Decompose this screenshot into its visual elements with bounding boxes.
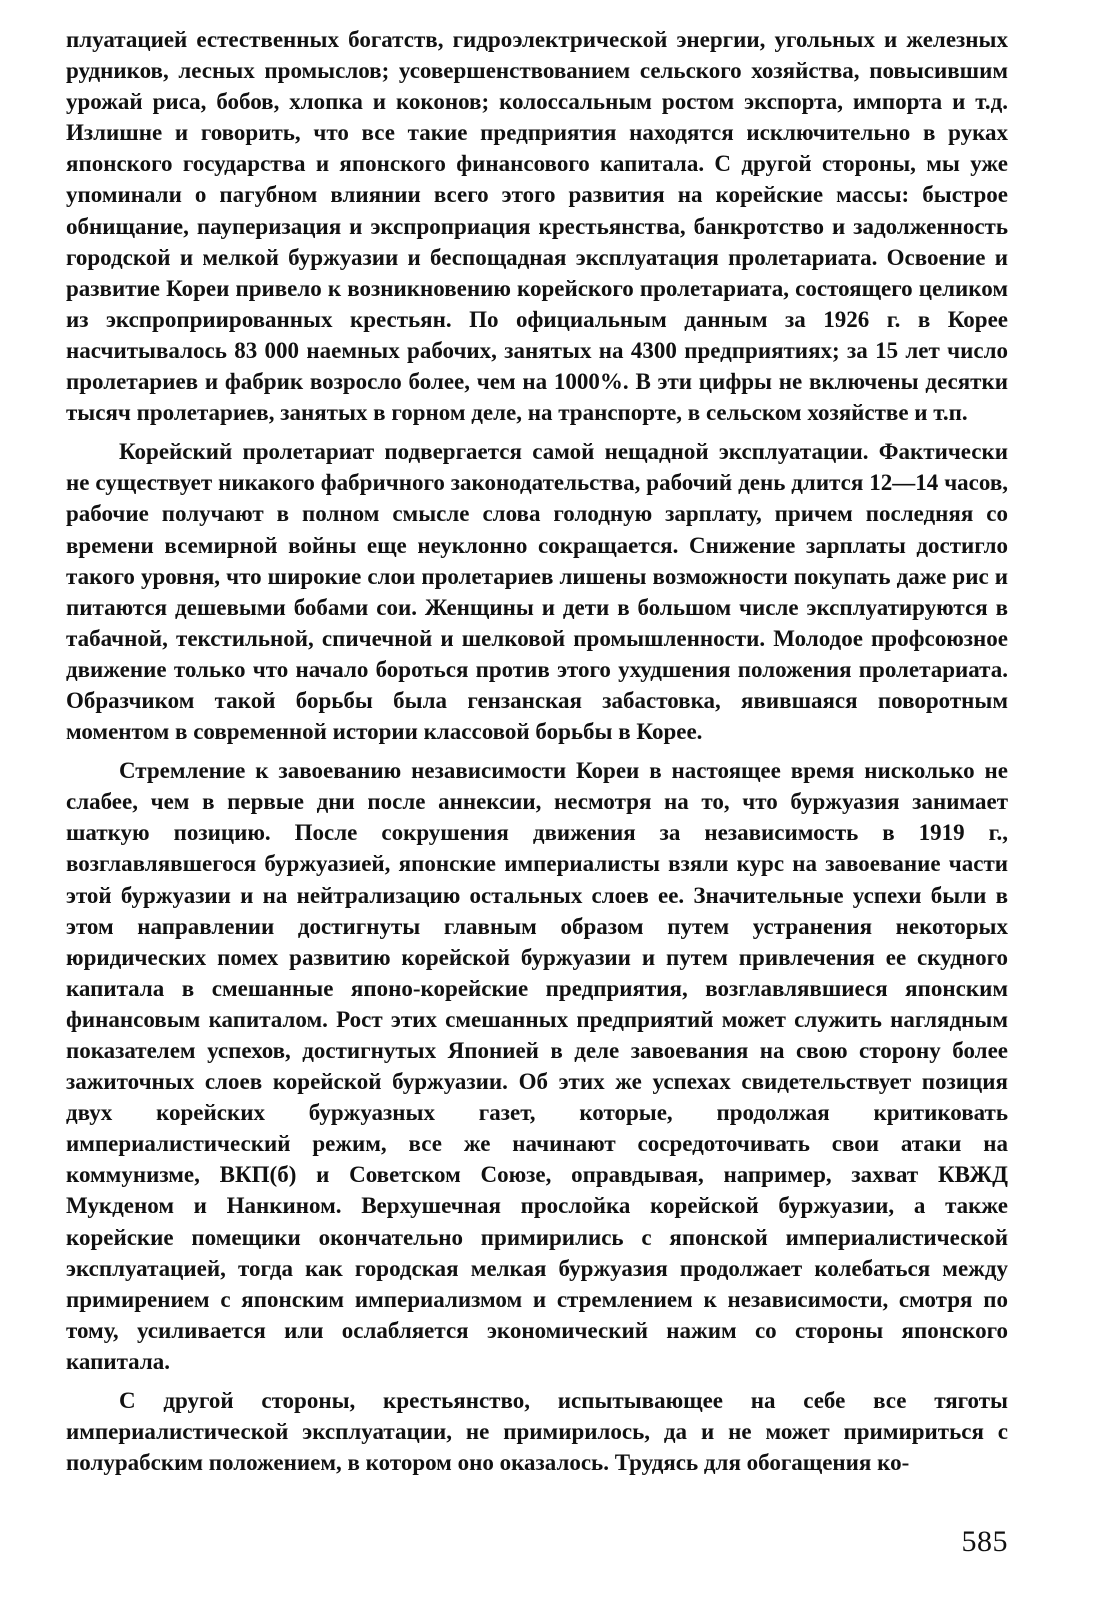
paragraph-2: Корейский пролетариат подвергается самой нещадной эксплуатации. Фактически не существует никакого фабричного законодательства, рабочий день длится 12—14 часов, рабочие получают в полном смысле слова голодную зарплату, причем последняя со времени всемирной войны еще неуклонно сокращается. Снижение зарплаты достигло такого уровня, что широкие слои пролетариев лишены возможности покупать даже рис и питаются дешевыми бобами сои. Женщины и дети в большом числе эксплуатируются в табачной, текстильной, спичечной и шелковой промышленности. Молодое профсоюзное движение только что начало бороться против этого ухудшения положения пролетариата. Образчиком такой борьбы была гензанская забастовка, явившаяся поворотным моментом в современной истории классовой борьбы в Корее. xyxy=(66,439,1008,745)
page-number: 585 xyxy=(961,1525,1008,1558)
paragraph-1: плуатацией естественных богатств, гидроэлектрической энергии, угольных и железных рудников, лесных промыслов; усовершенствованием сельского хозяйства, повысившим урожай риса, бобов, хлопка и коконов; колоссальным ростом экспорта, импорта и т.д. Излишне и говорить, что все такие предприятия находятся исключительно в руках японского государства и японского финансового капитала. С другой стороны, мы уже упоминали о пагубном влиянии всего этого развития на корейские массы: быстрое обнищание, пауперизация и экспроприация крестьянства, банкротство и задолженность городской и мелкой буржуазии и беспощадная эксплуатация пролетариата. Освоение и развитие Кореи привело к возникновению корейского пролетариата, состоящего целиком из экспроприированных крестьян. По официальным данным за 1926 г. в Корее насчитывалось 83 000 наемных рабочих, занятых на 4300 предприятиях; за 15 лет число пролетариев и фабрик возросло более, чем на 1000%. В эти цифры не включены десятки тысяч пролетариев, занятых в горном деле, на транспорте, в сельском хозяйстве и т.п. xyxy=(66,27,1008,426)
paragraph-4: С другой стороны, крестьянство, испытывающее на себе все тяготы империалистической эксплуатации, не примирилось, да и не может примириться с полурабским положением, в котором оно оказалось. Трудясь для обогащения ко- xyxy=(66,1388,1008,1476)
paragraph-3: Стремление к завоеванию независимости Кореи в настоящее время нисколько не слабее, чем в первые дни после аннексии, несмотря на то, что буржуазия занимает шаткую позицию. После сокрушения движения за независимость в 1919 г., возглавлявшегося буржуазией, японские империалисты взяли курс на завоевание части этой буржуазии и на нейтрализацию остальных слоев ее. Значительные успехи были в этом направлении достигнуты главным образом путем устранения некоторых юридических помех развитию корейской буржуазии и путем привлечения ее скудного капитала в смешанные японо-корейские предприятия, возглавлявшиеся японским финансовым капиталом. Рост этих смешанных предприятий может служить наглядным показателем успехов, достигнутых Японией в деле завоевания на свою сторону более зажиточных слоев корейской буржуазии. Об этих же успехах свидетельствует позиция двух корейских буржуазных газет, которые, продолжая критиковать империалистический режим, все же начинают сосредоточивать свои атаки на коммунизме, ВКП(б) и Советском Союзе, оправдывая, например, захват КВЖД Мукденом и Нанкином. Верхушечная прослойка корейской буржуазии, а также корейские помещики окончательно примирились с японской империалистической эксплуатацией, тогда как городская мелкая буржуазия продолжает колебаться между примирением с японским империализмом и стремлением к независимости, смотря по тому, усиливается или ослабляется экономический нажим со стороны японского капитала. xyxy=(66,758,1008,1374)
document-page xyxy=(66,24,1008,1486)
